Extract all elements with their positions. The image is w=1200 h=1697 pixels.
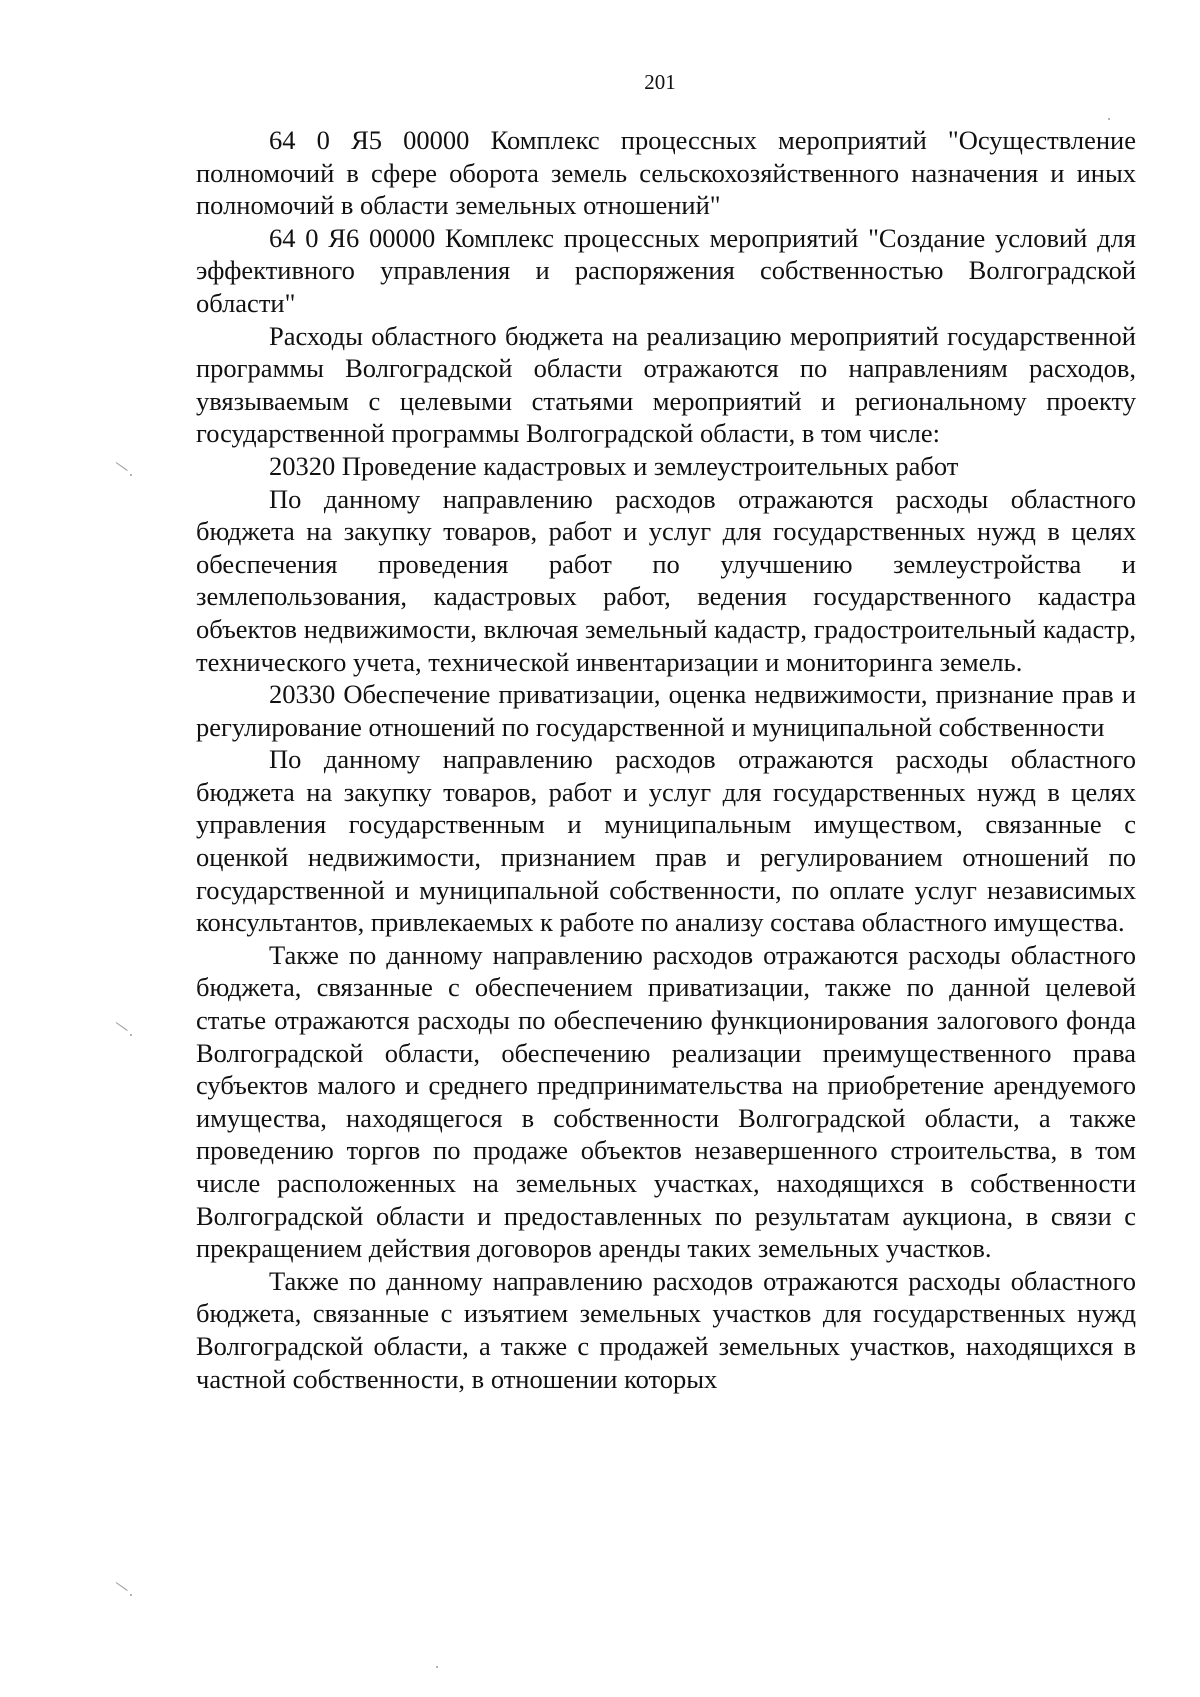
page-number: 201	[644, 70, 676, 94]
paragraph-heading-20330: 20330 Обеспечение приватизации, оценка недвижимости, признание прав и регулирование отношений по государственной и муниципальной собственности	[196, 679, 1136, 742]
scan-dot	[436, 1666, 438, 1668]
scan-dot	[130, 1594, 132, 1596]
paragraph-expenses-intro: Расходы областного бюджета на реализацию мероприятий государственной программы Волгоградской области отражаются по направлениям расходов, увязываемым с целевыми статьями мероприятий и региональному проекту государственной программы Волгоградской области, в том числе:	[196, 320, 1136, 449]
scan-mark	[116, 1022, 128, 1031]
paragraph-complex-ya5: 64 0 Я5 00000 Комплекс процессных мероприятий "Осуществление полномочий в сфере оборота земель сельскохозяйственного назначения и иных полномочий в области земельных отношений"	[196, 125, 1136, 221]
paragraph-description-20330: По данному направлению расходов отражаются расходы областного бюджета на закупку товаров, работ и услуг для государственных нужд в целях управления государственным и муниципальным имуществом, связанные с оценкой недвижимости, признанием прав и регулированием отношений по государственной и муниципальной собственности, по оплате услуг независимых консультантов, привлекаемых к работе по анализу состава областного имущества.	[196, 744, 1136, 938]
scan-mark	[116, 1582, 128, 1591]
scan-dot	[130, 1034, 132, 1036]
scan-dot	[130, 474, 132, 476]
paragraph-land-seizure: Также по данному направлению расходов отражаются расходы областного бюджета, связанные с изъятием земельных участков для государственных нужд Волгоградской области, а также с продажей земельных участков, находящихся в частной собственности, в отношении которых	[196, 1265, 1136, 1394]
scan-mark	[116, 462, 128, 471]
paragraph-complex-ya6: 64 0 Я6 00000 Комплекс процессных мероприятий "Создание условий для эффективного управления и распоряжения собственностью Волгоградской области"	[196, 222, 1136, 318]
paragraph-heading-20320: 20320 Проведение кадастровых и землеустроительных работ	[269, 450, 959, 481]
scan-dot	[1108, 118, 1110, 120]
paragraph-description-20320: По данному направлению расходов отражаются расходы областного бюджета на закупку товаров, работ и услуг для государственных нужд в целях обеспечения проведения работ по улучшению землеустройства и землепользования, кадастровых работ, ведения государственного кадастра объектов недвижимости, включая земельный кадастр, градостроительный кадастр, технического учета, технической инвентаризации и мониторинга земель.	[196, 483, 1136, 677]
paragraph-privatization: Также по данному направлению расходов отражаются расходы областного бюджета, связанные с обеспечением приватизации, также по данной целевой статье отражаются расходы по обеспечению функционирования залогового фонда Волгоградской области, обеспечению реализации преимущественного права субъектов малого и среднего предпринимательства на приобретение арендуемого имущества, находящегося в собственности Волгоградской области, а также проведению торгов по продаже объектов незавершенного строительства, в том числе расположенных на земельных участках, находящихся в собственности Волгоградской области и предоставленных по результатам аукциона, в связи с прекращением действия договоров аренды таких земельных участков.	[196, 939, 1136, 1264]
document-body	[196, 124, 1136, 1395]
